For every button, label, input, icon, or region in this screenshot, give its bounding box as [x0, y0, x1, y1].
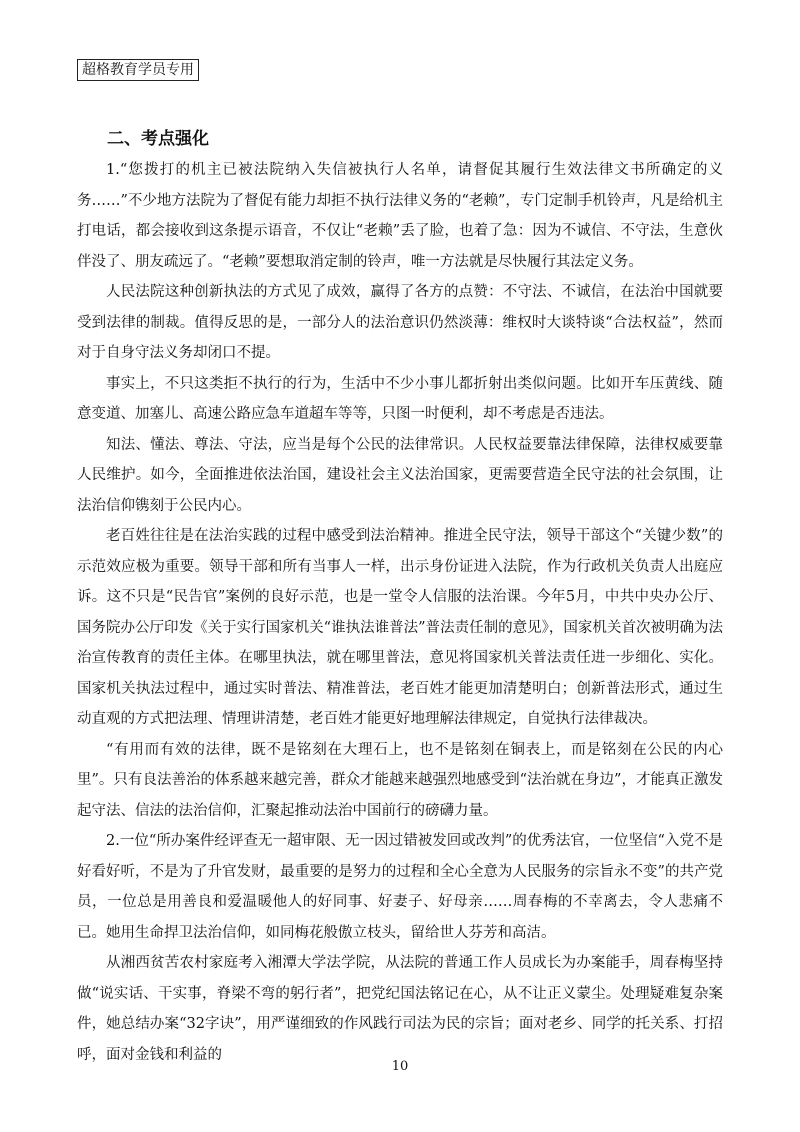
paragraph-7: 2.一位“所办案件经评查无一超审限、无一因过错被发回或改判”的优秀法官，一位坚信“入党不是好看好听，不是为了升官发财，最重要的是努力的过程和全心全意为人民服务的宗旨永不变”的共产党员，一位总是用善良和爱温暖他人的好同事、好妻子、好母亲……周春梅的不幸离去，令人悲痛不已。她用生命捍卫法治信仰，如同梅花般傲立枝头，留给世人芬芳和高洁。 — [77, 833, 723, 941]
paragraph-2: 人民法院这种创新执法的方式见了成效，赢得了各方的点赞：不守法、不诚信，在法治中国就要受到法律的制裁。值得反思的是，一部分人的法治意识仍然淡薄：维权时大谈特谈“合法权益”，然而对于自身守法义务却闭口不提。 — [77, 284, 723, 361]
paragraph-1: 1.“您拨打的机主已被法院纳入失信被执行人名单，请督促其履行生效法律文书所确定的义务……”不少地方法院为了督促有能力却拒不执行法律义务的“老赖”，专门定制手机铃声，凡是给机主打电话，都会接收到这条提示语音，不仅让“老赖”丢了脸，也着了急：因为不诚信、不守法，生意伙伴没了、朋友疏远了。“老赖”要想取消定制的铃声，唯一方法就是尽快履行其法定义务。 — [77, 162, 723, 270]
paragraph-3: 事实上，不只这类拒不执行的行为，生活中不少小事儿都折射出类似问题。比如开车压黄线、随意变道、加塞儿、高速公路应急车道超车等等，只图一时便利，却不考虑是否违法。 — [77, 375, 723, 422]
paragraph-4: 知法、懂法、尊法、守法，应当是每个公民的法律常识。人民权益要靠法律保障，法律权威要靠人民维护。如今，全面推进依法治国，建设社会主义法治国家，更需要营造全民守法的社会氛围，让法治信仰镌刻于公民内心。 — [77, 436, 723, 514]
section-title: 二、考点强化 — [107, 129, 209, 149]
paragraph-5: 老百姓往往是在法治实践的过程中感受到法治精神。推进全民守法，领导干部这个“关键少数”的示范效应极为重要。领导干部和所有当事人一样，出示身份证进入法院，作为行政机关负责人出庭应诉。这不只是“民告官”案例的良好示范，也是一堂令人信服的法治课。今年5月，中共中央办公厅、国务院办公厅印发《关于实行国家机关“谁执法谁普法”普法责任制的意见》，国家机关首次被明确为法治宣传教育的责任主体。在哪里执法，就在哪里普法，意见将国家机关普法责任进一步细化、实化。国家机关执法过程中，通过实时普法、精准普法，老百姓才能更加清楚明白；创新普法形式，通过生动直观的方式把法理、情理讲清楚，老百姓才能更好地理解法律规定，自觉执行法律裁决。 — [77, 528, 723, 727]
header-label-box: 超格教育学员专用 — [77, 59, 199, 81]
page-number: 10 — [391, 1059, 409, 1074]
paragraph-8: 从湘西贫苦农村家庭考入湘潭大学法学院，从法院的普通工作人员成长为办案能手，周春梅坚持做“说实话、干实事，脊梁不弯的躬行者”，把党纪国法铭记在心，从不让正义蒙尘。处理疑难复杂案件，她总结办案“32字诀”，用严谨细致的作风践行司法为民的宗旨；面对老乡、同学的托关系、打招呼，面对金钱和利益的 — [77, 955, 723, 1063]
paragraph-6: “有用而有效的法律，既不是铭刻在大理石上，也不是铭刻在铜表上，而是铭刻在公民的内心里”。只有良法善治的体系越来越完善，群众才能越来越强烈地感受到“法治就在身边”，才能真正激发起守法、信法的法治信仰，汇聚起推动法治中国前行的磅礴力量。 — [77, 741, 723, 819]
document-body — [77, 155, 723, 1070]
